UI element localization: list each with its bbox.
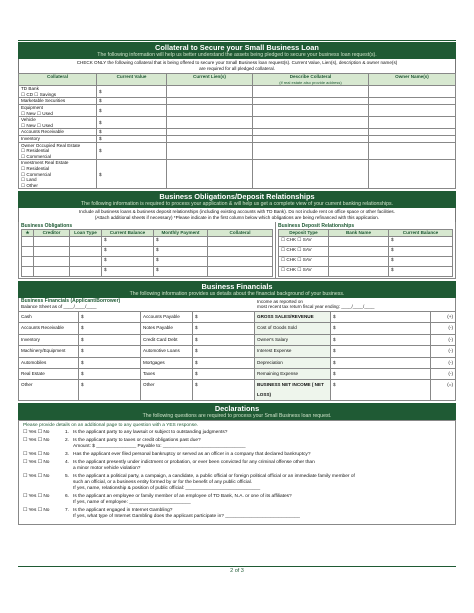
dollar-sign: $ (391, 246, 394, 252)
refinance-cell[interactable] (22, 246, 34, 256)
owner-names-cell[interactable] (369, 129, 456, 136)
question-text: Is the applicant party to taxes or credit obligations past due? (73, 438, 201, 444)
deposit-type-options[interactable]: ☐ CHK ☐ SAV (281, 266, 312, 272)
declarations-instruction: Please provide details on an additional page to any question with a YES response. (23, 423, 199, 429)
declarations-header (18, 403, 456, 420)
liability-label: Automotive Loans (141, 346, 193, 357)
financials-subtitle: The following information provides us details about the financial background of your business. (129, 290, 345, 297)
question-followup: If yes, what type of Internet Gambling does the applicant participate in? ____________________________ (73, 514, 300, 520)
collateral-row (19, 86, 456, 98)
deposit-table (278, 229, 453, 277)
question-number: 2. (65, 438, 70, 444)
income-value[interactable] (331, 323, 431, 334)
obligations-area (18, 222, 456, 279)
deposit-row (279, 266, 453, 276)
yes-no-checkboxes[interactable]: ☐ Yes ☐ No (23, 508, 50, 514)
balance-sheet-date: Balance Sheet as of ____/____/____ (21, 304, 97, 310)
liability-value[interactable] (193, 346, 255, 357)
income-sign: (-) (431, 346, 456, 357)
question-text: Is the applicant party to any lawsuit or subject to outstanding judgments? (73, 430, 228, 436)
payment-cell[interactable] (154, 246, 208, 256)
asset-label: Real Estate (19, 369, 79, 380)
current-value-cell[interactable] (97, 104, 167, 116)
dollar-sign: $ (156, 246, 159, 252)
collateral-header (18, 42, 456, 59)
dollar-sign: $ (104, 236, 107, 242)
income-label: Income as reported on (257, 298, 303, 304)
obligations-note-line1: Include all business loans & business deposit relationships (including existing accounts with TD Bank). Do not include rent on office space or other facilities. (79, 209, 395, 215)
creditor-cell[interactable] (34, 256, 70, 266)
current-liens-cell[interactable] (167, 142, 253, 160)
declaration-question (23, 430, 451, 436)
dollar-sign: $ (391, 236, 394, 242)
obligations-header (18, 191, 456, 208)
obligation-row (22, 256, 273, 266)
deposit-balance-cell[interactable] (389, 246, 453, 256)
describe-collateral-cell[interactable] (253, 98, 369, 105)
creditor-cell[interactable] (34, 246, 70, 256)
col-bank-name: Bank Name (329, 230, 389, 237)
financials-table (18, 311, 456, 401)
balance-cell[interactable] (102, 236, 154, 246)
income-value[interactable] (331, 369, 431, 380)
deposit-type-cell[interactable] (279, 256, 329, 266)
dollar-sign: $ (104, 246, 107, 252)
income-sign: (=) (431, 380, 456, 401)
dollar-sign: $ (99, 148, 102, 154)
describe-collateral-cell[interactable] (253, 160, 369, 189)
declaration-question (23, 452, 451, 458)
balance-cell[interactable] (102, 246, 154, 256)
asset-value[interactable] (79, 357, 141, 368)
liability-value[interactable] (193, 357, 255, 368)
current-liens-cell[interactable] (167, 129, 253, 136)
dollar-sign: $ (333, 371, 336, 377)
bank-name-cell[interactable] (329, 256, 389, 266)
liability-label: Credit Card Debt (141, 334, 193, 345)
dollar-sign: $ (333, 348, 336, 354)
collateral-cell[interactable] (208, 266, 273, 276)
collateral-options[interactable]: ☐ Residential ☐ Commercial (21, 148, 51, 159)
question-followup: a minor motor vehicle violation? (73, 466, 141, 472)
liability-label: Mortgages (141, 357, 193, 368)
question-text: Has the applicant ever filed personal bankruptcy or served as an officer in a company that declared bankruptcy? (73, 452, 311, 458)
collateral-row (19, 98, 456, 105)
dollar-sign: $ (99, 119, 102, 125)
business-obligations (19, 222, 275, 278)
dollar-sign: $ (99, 135, 102, 141)
col-current-liens: Current Lien(s) (167, 74, 253, 86)
dollar-sign: $ (156, 266, 159, 272)
income-value[interactable] (331, 357, 431, 368)
financials-title: Business Financials (201, 281, 273, 291)
balance-cell[interactable] (102, 256, 154, 266)
income-label: GROSS SALES/REVENUE (255, 312, 331, 323)
current-liens-cell[interactable] (167, 117, 253, 129)
owner-names-cell[interactable] (369, 104, 456, 116)
collateral-subtitle: The following information will help us better understand the assets being pledged to secure your business loan request(s). (97, 52, 377, 58)
col-collateral: Collateral (19, 74, 97, 86)
obligation-row (22, 236, 273, 246)
col-describe-label: Describe Collateral (289, 74, 332, 79)
describe-collateral-cell[interactable] (253, 129, 369, 136)
collateral-options[interactable]: ☐ New ☐ Used (21, 122, 53, 128)
current-value-cell[interactable] (97, 117, 167, 129)
col-loan-type: Loan Type (70, 230, 102, 237)
dollar-sign: $ (333, 325, 336, 331)
dollar-sign: $ (81, 371, 84, 377)
yes-no-checkboxes[interactable]: ☐ Yes ☐ No (23, 430, 50, 436)
declarations-body (18, 420, 456, 525)
asset-label: Inventory (19, 334, 79, 345)
financial-row (19, 312, 456, 323)
loan-type-cell[interactable] (70, 256, 102, 266)
question-followup: such an official, or a business entity formed by or for the benefit of any public official. If yes, name, relationship & position of public official: ____________________________ (73, 480, 261, 492)
owner-names-cell[interactable] (369, 98, 456, 105)
income-sign: (-) (431, 369, 456, 380)
income-sign: (-) (431, 357, 456, 368)
dollar-sign: $ (104, 266, 107, 272)
liability-label: Accounts Payable (141, 312, 193, 323)
income-label: Interest Expense (255, 346, 331, 357)
yes-no-checkboxes[interactable]: ☐ Yes ☐ No (23, 494, 50, 500)
collateral-type-cell (19, 142, 97, 160)
collateral-type-label: Vehicle (21, 117, 36, 123)
owner-names-cell[interactable] (369, 142, 456, 160)
dollar-sign: $ (99, 88, 102, 94)
dollar-sign: $ (99, 98, 102, 104)
asset-label: Accounts Receivable (19, 323, 79, 334)
asset-value[interactable] (79, 380, 141, 401)
col-owner-names: Owner Name(s) (369, 74, 456, 86)
collateral-type-cell (19, 129, 97, 136)
dollar-sign: $ (81, 382, 84, 388)
deposit-row (279, 246, 453, 256)
question-followup: Amount: $ _______________ Payable to: _______________________________ (73, 444, 246, 450)
dollar-sign: $ (195, 348, 198, 354)
owner-names-cell[interactable] (369, 160, 456, 189)
collateral-type-label: Investment Real Estate (21, 160, 69, 166)
describe-collateral-cell[interactable] (253, 117, 369, 129)
collateral-note-line1: CHECK ONLY the following collateral that is being offered to secure your Small Business loan request(s). Current Value, Lien(s), description & owner name(s) (76, 60, 398, 65)
refinance-cell[interactable] (22, 266, 34, 276)
dollar-sign: $ (99, 107, 102, 113)
loan-type-cell[interactable] (70, 246, 102, 256)
collateral-row (19, 135, 456, 142)
financial-row (19, 334, 456, 345)
col-obligation-collateral: Collateral (208, 230, 273, 237)
dollar-sign: $ (156, 256, 159, 262)
dollar-sign: $ (333, 359, 336, 365)
collateral-row (19, 117, 456, 129)
dollar-sign: $ (156, 236, 159, 242)
income-value[interactable] (331, 380, 431, 401)
current-value-cell[interactable] (97, 142, 167, 160)
asset-value[interactable] (79, 323, 141, 334)
deposit-type-options[interactable]: ☐ CHK ☐ SAV (281, 236, 312, 242)
question-number: 4. (65, 460, 70, 466)
income-label: Depreciation (255, 357, 331, 368)
question-text: Is the applicant presently under indictment or probation, or ever been convicted for any criminal offense other than (73, 460, 315, 466)
col-describe (253, 74, 369, 86)
liability-value[interactable] (193, 312, 255, 323)
dollar-sign: $ (195, 325, 198, 331)
obligations-subtitle: The following information is required to process your application & will help us get a complete view of your current banking relationships. (81, 201, 393, 208)
question-number: 5. (65, 474, 70, 480)
describe-collateral-cell[interactable] (253, 104, 369, 116)
dollar-sign: $ (333, 336, 336, 342)
deposit-type-cell[interactable] (279, 246, 329, 256)
income-label: Cost of Goods Sold (255, 323, 331, 334)
col-deposit-type: Deposit Type (279, 230, 329, 237)
obligations-note (18, 208, 456, 222)
financial-row (19, 346, 456, 357)
question-number: 1. (65, 430, 70, 436)
asset-label: Machinery/Equipment (19, 346, 79, 357)
financial-row (19, 369, 456, 380)
current-value-cell[interactable] (97, 135, 167, 142)
liability-label: Notes Payable (141, 323, 193, 334)
dollar-sign: $ (81, 314, 84, 320)
collateral-row (19, 104, 456, 116)
collateral-type-cell (19, 86, 97, 98)
deposit-type-options[interactable]: ☐ CHK ☐ SAV (281, 256, 312, 262)
collateral-type-cell (19, 160, 97, 189)
income-label: BUSINESS NET INCOME ( NET LOSS) (255, 380, 331, 401)
col-current-value: Current Value (97, 74, 167, 86)
income-sign: (-) (431, 334, 456, 345)
dollar-sign: $ (81, 359, 84, 365)
dollar-sign: $ (333, 382, 336, 388)
liability-label: Taxes (141, 369, 193, 380)
payment-cell[interactable] (154, 256, 208, 266)
collateral-title: Collateral to Secure your Small Business Loan (155, 43, 319, 52)
financial-row (19, 380, 456, 401)
deposit-row (279, 236, 453, 246)
liability-value[interactable] (193, 323, 255, 334)
current-value-cell[interactable] (97, 86, 167, 98)
dollar-sign: $ (391, 256, 394, 262)
question-number: 7. (65, 508, 70, 514)
obligations-table (21, 229, 273, 277)
financials-left-label: Business Financials (Applicant/Borrower) (21, 297, 121, 304)
question-text: Is the applicant a political party, a campaign, a candidate, a public official or foreign political official or an immediate family member of (73, 474, 355, 480)
loan-type-cell[interactable] (70, 236, 102, 246)
asset-value[interactable] (79, 346, 141, 357)
financial-row (19, 323, 456, 334)
collateral-row (19, 160, 456, 189)
collateral-type-label: Owner Occupied Real Estate (21, 142, 81, 148)
deposit-relationships (275, 222, 455, 278)
financial-row (19, 357, 456, 368)
deposit-balance-cell[interactable] (389, 236, 453, 246)
current-liens-cell[interactable] (167, 98, 253, 105)
asset-value[interactable] (79, 369, 141, 380)
income-value[interactable] (331, 312, 431, 323)
financials-header (18, 281, 456, 298)
obligation-row (22, 246, 273, 256)
collateral-type-cell (19, 104, 97, 116)
liability-label: Other (141, 380, 193, 401)
income-label: Remaining Expense (255, 369, 331, 380)
deposit-balance-cell[interactable] (389, 266, 453, 276)
col-refinance-star: ★ (22, 230, 34, 237)
deposit-row (279, 256, 453, 266)
loan-type-cell[interactable] (70, 266, 102, 276)
collateral-row (19, 142, 456, 160)
col-monthly-payment: Monthly Payment (154, 230, 208, 237)
collateral-type-label: TD Bank (21, 86, 39, 92)
question-followup: If yes, name of employee: _______________________ (73, 500, 191, 506)
collateral-note (18, 59, 456, 73)
bank-name-cell[interactable] (329, 266, 389, 276)
dollar-sign: $ (104, 256, 107, 262)
describe-collateral-cell[interactable] (253, 86, 369, 98)
yes-no-checkboxes[interactable]: ☐ Yes ☐ No (23, 474, 50, 480)
deposit-type-cell[interactable] (279, 236, 329, 246)
collateral-type-label: Equipment (21, 104, 43, 110)
collateral-type-cell (19, 117, 97, 129)
asset-label: Automobiles (19, 357, 79, 368)
collateral-type-label: Accounts Receivable (21, 129, 64, 135)
dollar-sign: $ (195, 314, 198, 320)
yes-no-checkboxes[interactable]: ☐ Yes ☐ No (23, 438, 50, 444)
owner-names-cell[interactable] (369, 135, 456, 142)
payment-cell[interactable] (154, 266, 208, 276)
collateral-type-label: Inventory (21, 135, 40, 141)
current-value-cell[interactable] (97, 129, 167, 136)
income-label: Owner's Salary (255, 334, 331, 345)
income-value[interactable] (331, 346, 431, 357)
asset-label: Other (19, 380, 79, 401)
income-sign: (-) (431, 323, 456, 334)
liability-value[interactable] (193, 380, 255, 401)
obligations-note-line2: (Attach additional sheets if necessary) *Please indicate in the first column below which obligations are being refinanced with this application. (94, 215, 380, 221)
refinance-cell[interactable] (22, 236, 34, 246)
dollar-sign: $ (195, 371, 198, 377)
yes-no-checkboxes[interactable]: ☐ Yes ☐ No (23, 460, 50, 466)
bank-name-cell[interactable] (329, 246, 389, 256)
liability-value[interactable] (193, 334, 255, 345)
dollar-sign: $ (81, 336, 84, 342)
question-number: 6. (65, 494, 70, 500)
dollar-sign: $ (391, 266, 394, 272)
asset-value[interactable] (79, 334, 141, 345)
declarations-title: Declarations (214, 404, 260, 414)
dollar-sign: $ (99, 129, 102, 135)
financials-labels (18, 298, 456, 311)
creditor-cell[interactable] (34, 266, 70, 276)
owner-names-cell[interactable] (369, 117, 456, 129)
col-creditor: Creditor (34, 230, 70, 237)
collateral-type-label: Marketable Securities (21, 98, 66, 104)
collateral-note-line2: are required for all pledged collateral. (199, 66, 275, 71)
liability-value[interactable] (193, 369, 255, 380)
collateral-type-cell (19, 135, 97, 142)
creditor-cell[interactable] (34, 236, 70, 246)
current-liens-cell[interactable] (167, 160, 253, 189)
asset-value[interactable] (79, 312, 141, 323)
dollar-sign: $ (81, 325, 84, 331)
income-value[interactable] (331, 334, 431, 345)
collateral-cell[interactable] (208, 246, 273, 256)
current-liens-cell[interactable] (167, 135, 253, 142)
owner-names-cell[interactable] (369, 86, 456, 98)
income-sign: (+) (431, 312, 456, 323)
collateral-table (18, 73, 456, 189)
describe-collateral-cell[interactable] (253, 135, 369, 142)
collateral-options[interactable]: ☐ CD ☐ Savings (21, 91, 57, 97)
current-liens-cell[interactable] (167, 86, 253, 98)
dollar-sign: $ (333, 314, 336, 320)
obligation-row (22, 266, 273, 276)
col-deposit-balance: Current Balance (389, 230, 453, 237)
bank-name-cell[interactable] (329, 236, 389, 246)
question-text: Is the applicant an employee or family member of an employee of TD Bank, N.A. or one of its affiliates? (73, 494, 292, 500)
form-page (18, 42, 456, 525)
question-number: 3. (65, 452, 70, 458)
business-obligations-label: Business Obligations (21, 223, 73, 230)
col-current-balance: Current Balance (102, 230, 154, 237)
current-value-cell[interactable] (97, 98, 167, 105)
collateral-type-cell (19, 98, 97, 105)
refinance-cell[interactable] (22, 256, 34, 266)
dollar-sign: $ (81, 348, 84, 354)
balance-cell[interactable] (102, 266, 154, 276)
collateral-options[interactable]: ☐ Residential ☐ Commercial ☐ Land ☐ Other (21, 165, 51, 188)
deposit-type-cell[interactable] (279, 266, 329, 276)
collateral-row (19, 129, 456, 136)
collateral-cell[interactable] (208, 236, 273, 246)
declarations-subtitle: The following questions are required to process your Small Business loan request. (142, 413, 332, 420)
page-number: 2 of 3 (230, 568, 244, 574)
question-text: Is the applicant engaged in Internet Gambling? (73, 508, 173, 514)
asset-label: Cash (19, 312, 79, 323)
payment-cell[interactable] (154, 236, 208, 246)
current-liens-cell[interactable] (167, 104, 253, 116)
describe-collateral-cell[interactable] (253, 142, 369, 160)
yes-no-checkboxes[interactable]: ☐ Yes ☐ No (23, 452, 50, 458)
dollar-sign: $ (195, 336, 198, 342)
income-fiscal-year: most recent tax return fiscal year ending: ____/____/____ (257, 304, 375, 310)
col-describe-sub: (if real estate also provide address) (279, 79, 342, 85)
dollar-sign: $ (195, 382, 198, 388)
obligations-title: Business Obligations/Deposit Relationships (159, 192, 315, 202)
deposit-type-options[interactable]: ☐ CHK ☐ SAV (281, 246, 312, 252)
collateral-cell[interactable] (208, 256, 273, 266)
collateral-options[interactable]: ☐ New ☐ Used (21, 110, 53, 116)
deposit-relationships-label: Business Deposit Relationships (278, 223, 355, 230)
current-value-cell[interactable] (97, 160, 167, 189)
dollar-sign: $ (99, 171, 102, 177)
deposit-balance-cell[interactable] (389, 256, 453, 266)
dollar-sign: $ (195, 359, 198, 365)
